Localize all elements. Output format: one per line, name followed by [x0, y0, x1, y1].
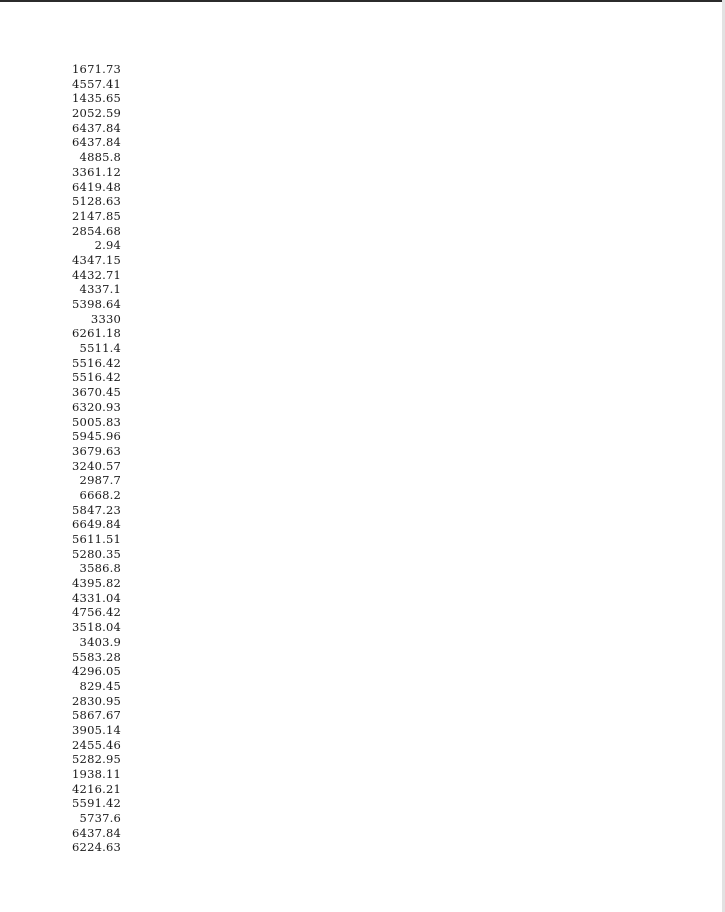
value-cell: 2052.59 — [72, 106, 121, 121]
value-cell: 5280.35 — [72, 546, 121, 561]
value-cell: 5591.42 — [72, 796, 121, 811]
value-cell: 5583.28 — [72, 649, 121, 664]
value-cell: 4395.82 — [72, 576, 121, 591]
value-cell: 5847.23 — [72, 502, 121, 517]
value-cell: 2.94 — [94, 238, 121, 253]
value-cell: 4557.41 — [72, 76, 121, 91]
value-cell: 6668.2 — [79, 487, 121, 502]
value-cell: 5516.42 — [72, 370, 121, 385]
value-cell: 4216.21 — [72, 781, 121, 796]
value-cell: 6437.84 — [72, 135, 121, 150]
value-cell: 2830.95 — [72, 693, 121, 708]
value-cell: 4347.15 — [72, 252, 121, 267]
value-cell: 829.45 — [79, 678, 121, 693]
value-cell: 4432.71 — [72, 267, 121, 282]
value-cell: 5398.64 — [72, 297, 121, 311]
value-cell: 3670.45 — [72, 385, 121, 400]
value-cell: 4885.8 — [79, 150, 121, 165]
value-cell: 3361.12 — [72, 164, 121, 179]
value-cell: 3518.04 — [72, 620, 121, 635]
value-cell: 5511.4 — [79, 341, 121, 356]
value-cell: 6649.84 — [72, 517, 121, 532]
value-cell: 6437.84 — [72, 120, 121, 135]
value-cell: 6261.18 — [72, 326, 121, 341]
value-cell: 2147.85 — [72, 208, 121, 223]
value-cell: 5005.83 — [72, 414, 121, 429]
value-cell: 3586.8 — [79, 561, 121, 576]
value-cell: 3330 — [90, 311, 121, 326]
value-cell: 3240.57 — [72, 458, 121, 473]
value-cell: 4337.1 — [79, 282, 121, 297]
value-cell: 5128.63 — [72, 194, 121, 209]
value-cell: 5516.42 — [72, 355, 121, 370]
value-cell: 4756.42 — [72, 605, 121, 620]
value-column — [60, 62, 121, 855]
value-cell: 4296.05 — [72, 664, 121, 679]
value-cell: 5611.51 — [72, 532, 121, 546]
value-cell: 5282.95 — [72, 752, 121, 767]
value-cell: 5945.96 — [72, 429, 121, 444]
value-cell: 2455.46 — [72, 737, 121, 752]
value-cell: 5867.67 — [72, 708, 121, 723]
value-cell: 6320.93 — [72, 399, 121, 414]
value-cell: 6224.63 — [72, 840, 121, 855]
value-cell: 6437.84 — [72, 825, 121, 840]
value-cell: 6419.48 — [72, 179, 121, 194]
value-cell: 2854.68 — [72, 223, 121, 238]
value-cell: 1671.73 — [72, 62, 121, 76]
value-cell: 1938.11 — [72, 767, 121, 781]
value-cell: 4331.04 — [72, 590, 121, 605]
value-cell: 3403.9 — [79, 634, 121, 649]
value-cell: 1435.65 — [72, 91, 121, 106]
value-cell: 3905.14 — [72, 722, 121, 737]
value-cell: 5737.6 — [79, 811, 121, 826]
value-cell: 2987.7 — [79, 473, 121, 488]
value-cell: 3679.63 — [72, 443, 121, 458]
